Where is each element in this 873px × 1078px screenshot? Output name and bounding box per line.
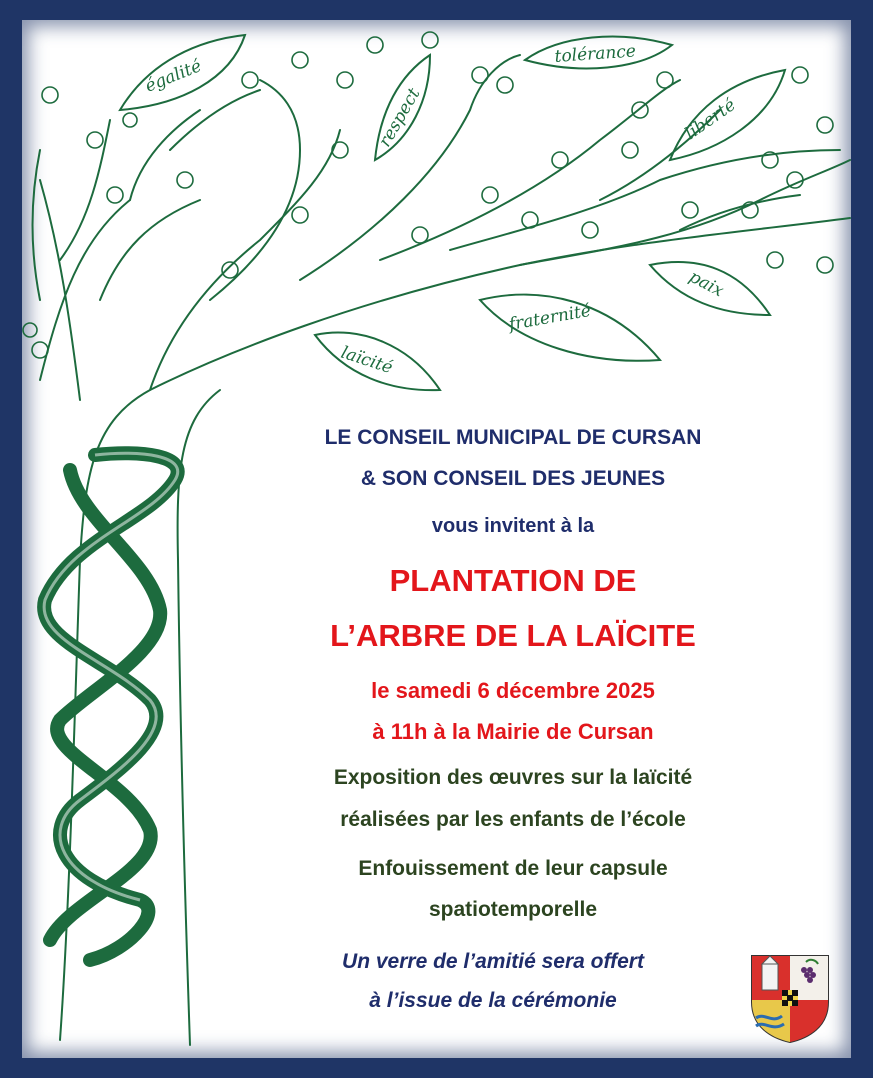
leaf-word-tolerance: tolérance — [553, 41, 637, 67]
leaf-word-fraternite: fraternité — [507, 300, 593, 335]
exhibition-line1: Exposition des œuvres sur la laïcité — [333, 766, 693, 789]
leaf-word-liberte: liberté — [681, 95, 740, 145]
leaf-word-laicite: laïcité — [338, 342, 395, 379]
co-organizer-line: & SON CONSEIL DES JEUNES — [360, 467, 666, 490]
closing-line1: Un verre de l’amitié sera offert — [342, 950, 644, 973]
leaf-word-respect: respect — [375, 84, 425, 151]
leaf-word-egalite: égalité — [142, 56, 205, 97]
trunk-left-edge — [178, 390, 220, 1045]
event-time-place: à 11h à la Mairie de Cursan — [372, 719, 654, 744]
capsule-line1: Enfouissement de leur capsule — [358, 857, 668, 880]
closing-line2: à l’issue de la cérémonie — [369, 989, 617, 1012]
leaf-word-paix: paix — [685, 266, 727, 302]
event-title-line2: L’ARBRE DE LA LAÏCITE — [330, 618, 696, 653]
trunk-spiral-ribbon — [44, 453, 178, 960]
organizer-line: LE CONSEIL MUNICIPAL DE CURSAN — [324, 426, 702, 449]
event-date: le samedi 6 décembre 2025 — [371, 678, 655, 703]
invite-line: vous invitent à la — [431, 515, 595, 537]
municipal-coat-of-arms-icon — [748, 952, 832, 1044]
capsule-line2: spatiotemporelle — [428, 898, 598, 921]
event-title-line1: PLANTATION DE — [389, 563, 637, 598]
exhibition-line2: réalisées par les enfants de l’école — [340, 808, 686, 831]
